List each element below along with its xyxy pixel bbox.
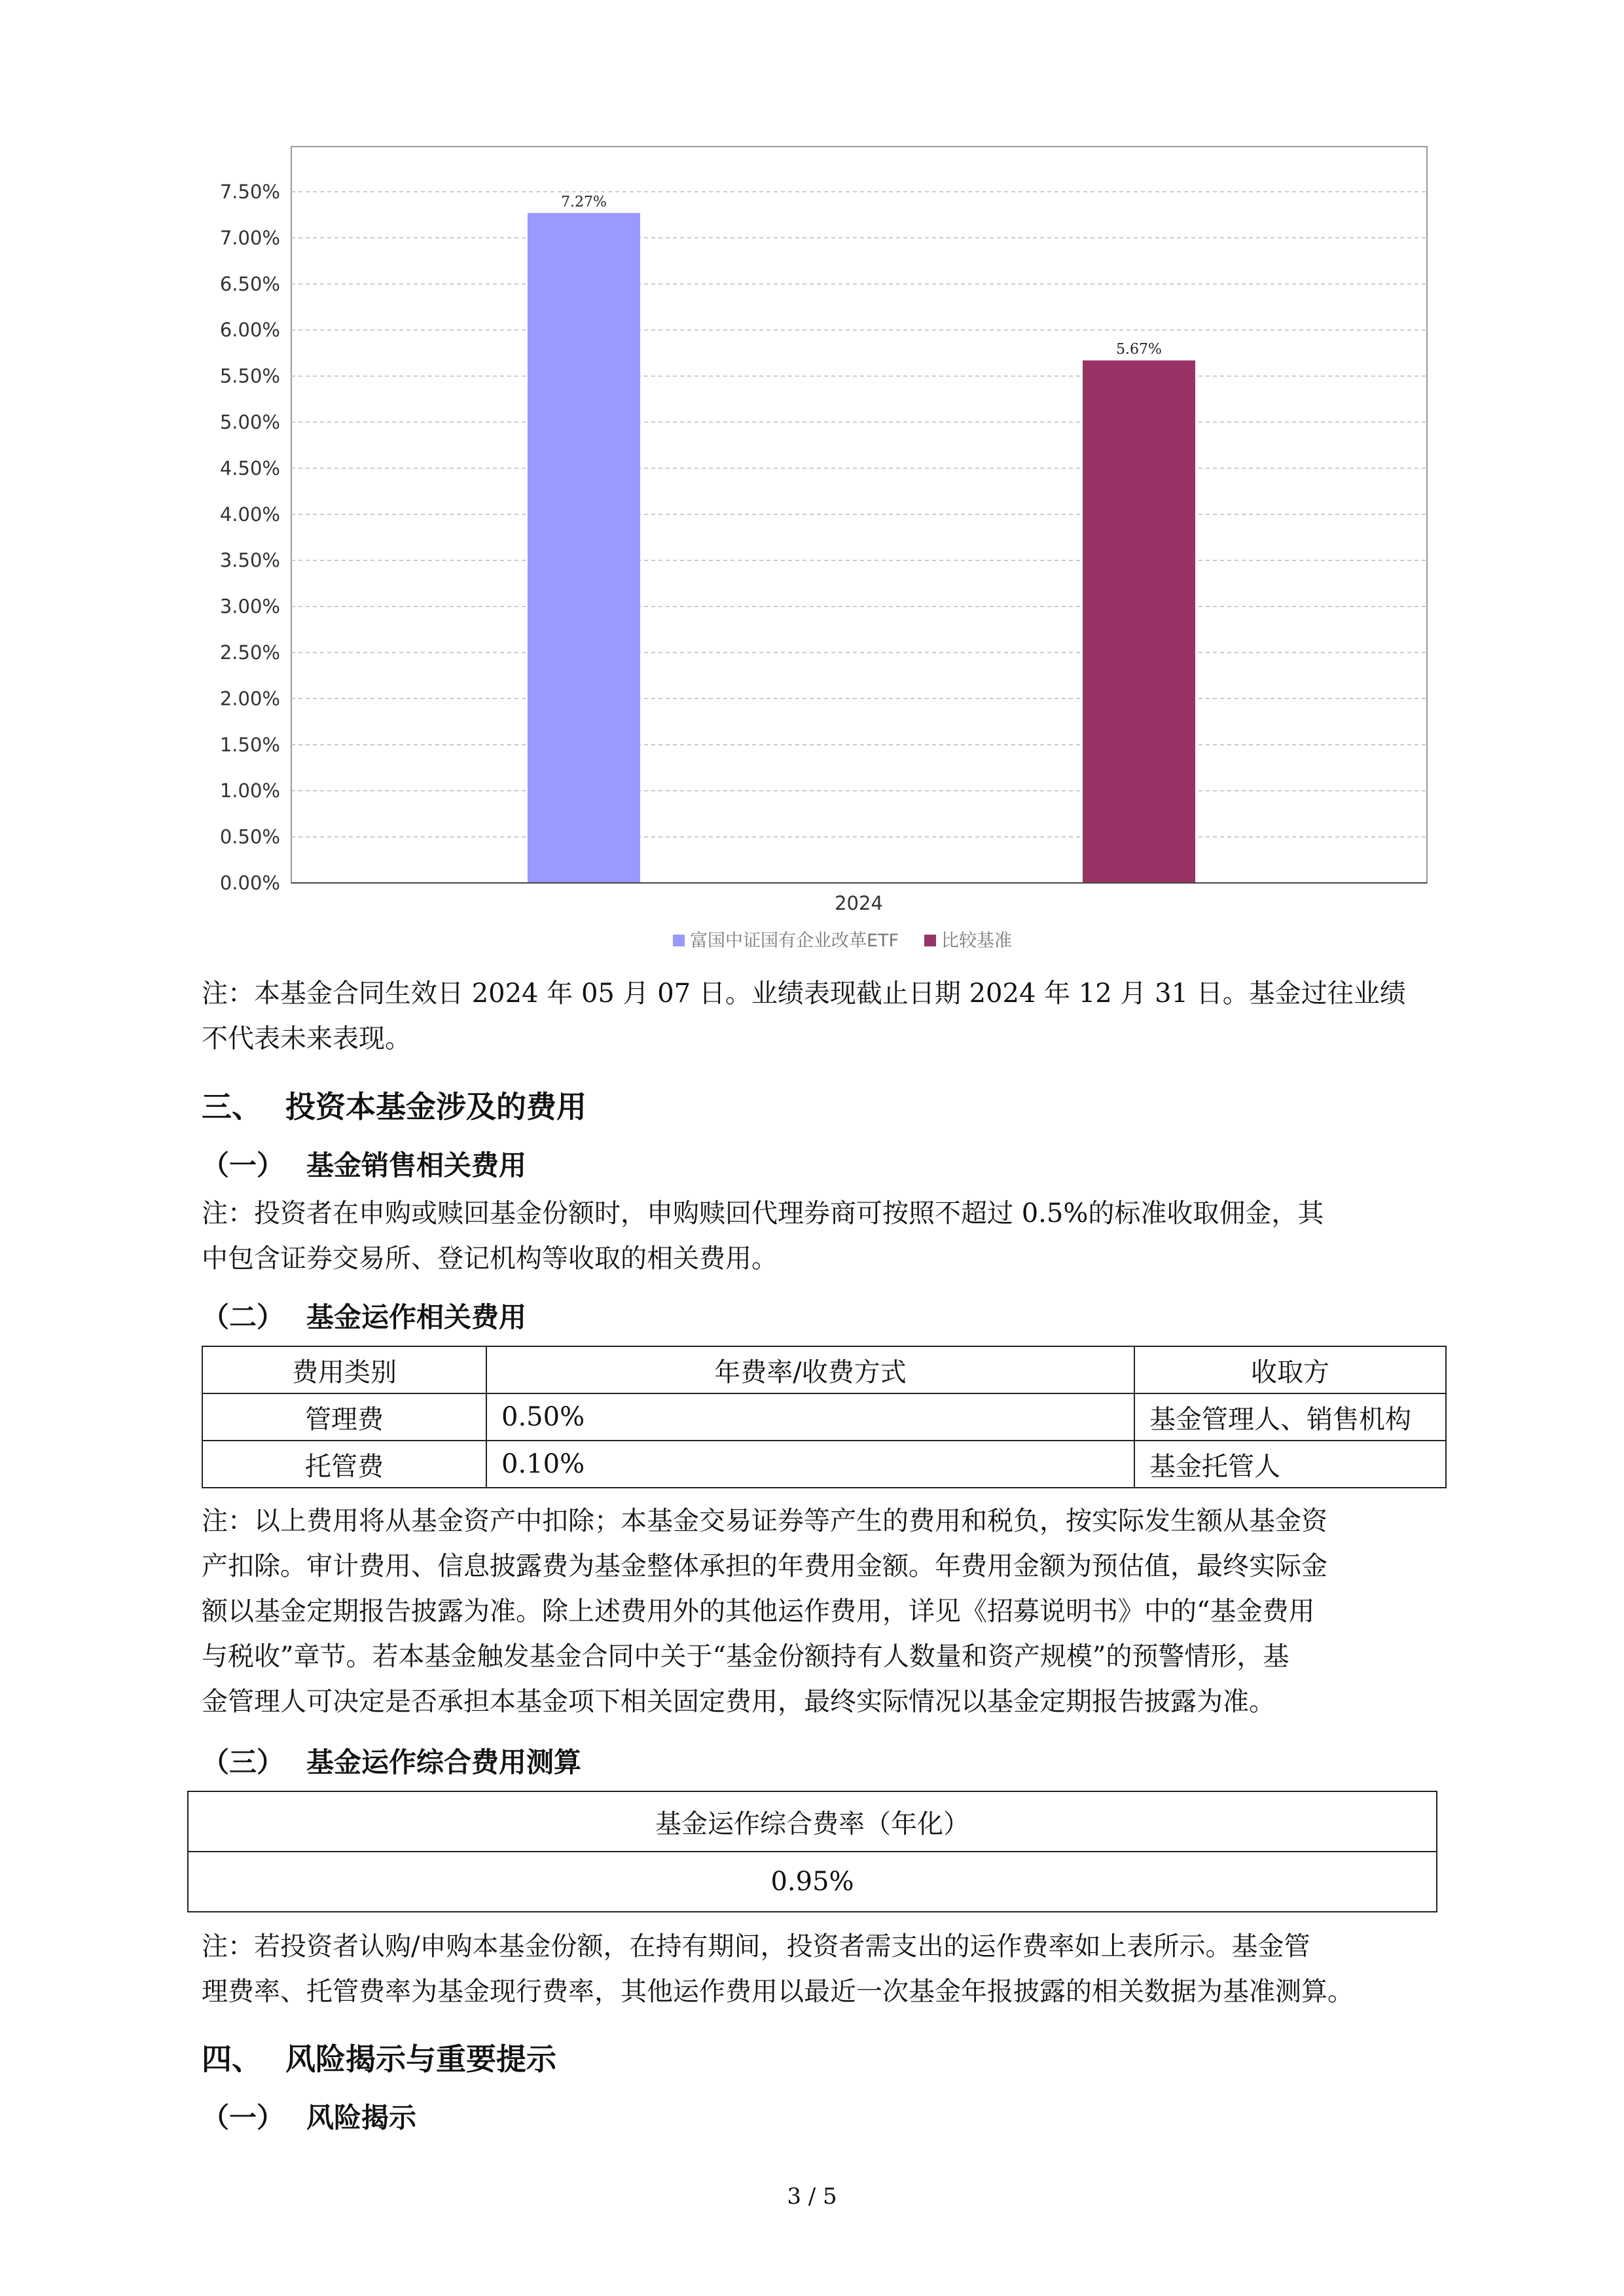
subsection-title: 基金运作相关费用: [306, 1301, 527, 1333]
note-line: 金管理人可决定是否承担本基金项下相关固定费用，最终实际情况以基金定期报告披露为准。: [202, 1687, 1275, 1717]
table-cell: 0.10%: [486, 1441, 1134, 1488]
subsection-number: （二）: [202, 1301, 285, 1333]
table-cell: 基金管理人、销售机构: [1134, 1393, 1446, 1441]
gridlines: [291, 192, 1427, 837]
note-line: 注：若投资者认购/申购本基金份额，在持有期间，投资者需支出的运作费率如上表所示。基金管: [202, 1931, 1310, 1962]
y-tick-label: 0.50%: [219, 825, 280, 848]
x-tick-label: 2024: [835, 892, 883, 914]
subsection-heading-operating-fees: [202, 1296, 526, 1335]
note-line: 注：以上费用将从基金资产中扣除；本基金交易证券等产生的费用和税负，按实际发生额从基金资: [202, 1506, 1327, 1536]
y-tick-label: 1.50%: [219, 733, 280, 756]
note-operating-fees: [202, 1499, 1432, 1725]
subsection-title: 风险揭示: [306, 2102, 417, 2134]
y-axis-ticks: [220, 181, 280, 894]
note-performance: [202, 971, 1432, 1062]
data-labels: [561, 194, 1162, 357]
y-tick-label: 3.00%: [219, 595, 280, 618]
y-tick-label: 7.00%: [219, 226, 280, 249]
note-line: 额以基金定期报告披露为准。除上述费用外的其他运作费用，详见《招募说明书》中的“基金费用: [202, 1596, 1315, 1626]
table-row: [202, 1441, 1446, 1488]
section-title: 风险揭示与重要提示: [285, 2041, 556, 2077]
section-heading-fees: [202, 1083, 586, 1126]
subsection-title: 基金销售相关费用: [306, 1149, 527, 1181]
section-title: 投资本基金涉及的费用: [285, 1089, 586, 1124]
y-tick-label: 6.50%: [219, 272, 280, 295]
total-fee-table: [187, 1791, 1437, 1912]
note-line: 理费率、托管费率为基金现行费率，其他运作费用以最近一次基金年报披露的相关数据为基准测算。: [202, 1977, 1354, 2007]
page-number: 3 / 5: [787, 2183, 837, 2210]
bar-fund: [528, 213, 640, 883]
note-line: 注：本基金合同生效日 2024 年 05 月 07 日。业绩表现截止日期 2024 年 12 月 31 日。基金过往业绩: [202, 978, 1406, 1009]
subsection-number: （一）: [202, 2102, 285, 2134]
y-tick-label: 3.50%: [219, 549, 280, 572]
y-tick-label: 7.50%: [219, 181, 280, 203]
table-row: [188, 1852, 1437, 1912]
note-line: 产扣除。审计费用、信息披露费为基金整体承担的年费用金额。年费用金额为预估值，最终实际金: [202, 1551, 1327, 1581]
bars: [528, 213, 1195, 883]
y-tick-label: 1.00%: [219, 780, 280, 802]
legend-swatch-fund: [673, 935, 685, 946]
y-tick-label: 5.50%: [219, 365, 280, 387]
y-tick-label: 2.00%: [219, 687, 280, 710]
y-tick-label: 4.00%: [219, 503, 280, 526]
data-label: 5.67%: [1116, 341, 1162, 358]
y-tick-label: 6.00%: [219, 319, 280, 342]
table-cell: 0.50%: [486, 1393, 1134, 1441]
table-header-row: [188, 1791, 1437, 1852]
note-line: 不代表未来表现。: [202, 1024, 411, 1054]
table-header-row: [202, 1346, 1446, 1393]
fee-table: [202, 1346, 1447, 1488]
subsection-heading-total-fee: [202, 1741, 581, 1780]
section-heading-risk: [202, 2036, 556, 2079]
legend-label-benchmark: 比较基准: [941, 931, 1012, 951]
table-cell: 0.95%: [188, 1852, 1437, 1912]
table-header: 费用类别: [202, 1346, 486, 1393]
note-line: 中包含证券交易所、登记机构等收取的相关费用。: [202, 1244, 778, 1274]
table-header: 收取方: [1134, 1346, 1446, 1393]
table-cell: 基金托管人: [1134, 1441, 1446, 1488]
legend-swatch-benchmark: [924, 935, 936, 946]
table-header: 基金运作综合费率（年化）: [188, 1791, 1437, 1852]
y-tick-label: 5.00%: [219, 411, 280, 433]
subsection-title: 基金运作综合费用测算: [306, 1746, 582, 1778]
section-number: 四、: [202, 2041, 262, 2077]
note-line: 与税收”章节。若本基金触发基金合同中关于“基金份额持有人数量和资产规模”的预警情形，基: [202, 1641, 1290, 1672]
note-sales-fees: [202, 1191, 1432, 1282]
subsection-heading-sales-fees: [202, 1144, 526, 1183]
table-cell: 托管费: [202, 1441, 486, 1488]
note-line: 注：投资者在申购或赎回基金份额时，申购赎回代理券商可按照不超过 0.5%的标准收取佣金，其: [202, 1198, 1324, 1229]
data-label: 7.27%: [561, 194, 607, 211]
y-tick-label: 0.00%: [219, 872, 280, 894]
table-header: 年费率/收费方式: [486, 1346, 1134, 1393]
table-cell: 管理费: [202, 1393, 486, 1441]
note-total-fee: [202, 1924, 1432, 2015]
subsection-heading-risk-disclosure: [202, 2096, 416, 2136]
subsection-number: （一）: [202, 1149, 285, 1181]
y-tick-label: 2.50%: [219, 641, 280, 664]
table-row: [202, 1393, 1446, 1441]
subsection-number: （三）: [202, 1746, 285, 1778]
section-number: 三、: [202, 1089, 262, 1124]
bar-benchmark: [1083, 361, 1195, 883]
y-tick-label: 4.50%: [219, 457, 280, 480]
performance-bar-chart: [0, 0, 1624, 969]
legend: [673, 931, 1012, 951]
legend-label-fund: 富国中证国有企业改革ETF: [690, 931, 899, 951]
